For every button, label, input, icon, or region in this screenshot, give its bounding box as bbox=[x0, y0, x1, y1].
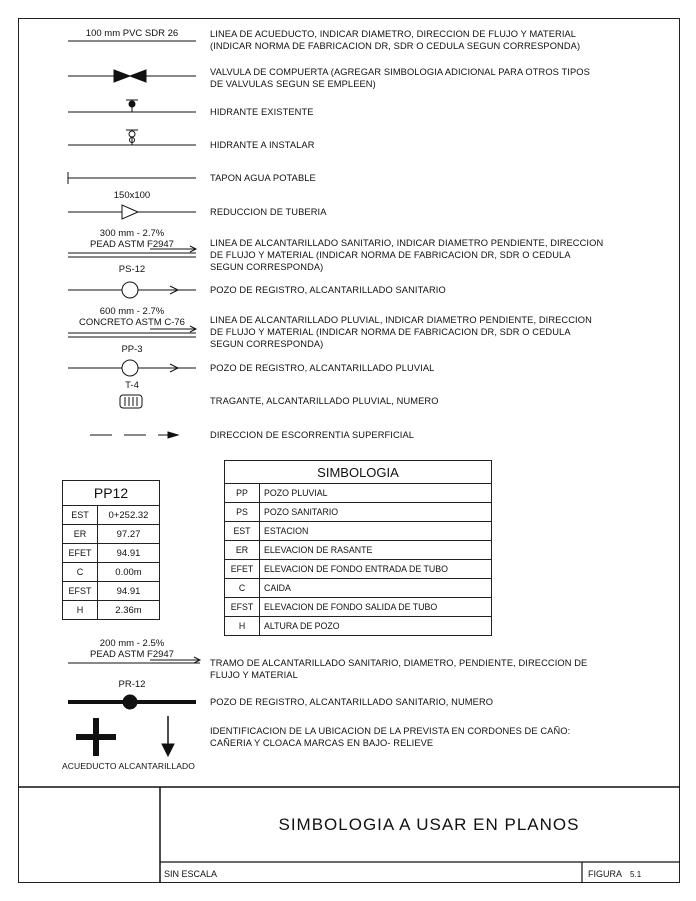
legend-desc-existing-hydrant: HIDRANTE EXISTENTE bbox=[210, 107, 314, 117]
storm-inlet-icon bbox=[120, 395, 142, 408]
legend-desc-cap: TAPON AGUA POTABLE bbox=[210, 173, 316, 183]
tramo-label: 200 mm - 2.5% PEAD ASTM F2947 bbox=[90, 638, 174, 660]
sanitary-manhole-label: PS-12 bbox=[118, 264, 146, 275]
legend-desc-storm-manhole: POZO DE REGISTRO, ALCANTARILLADO PLUVIAL bbox=[210, 363, 435, 373]
abbreviations-title: SIMBOLOGIA bbox=[225, 461, 492, 484]
storm-inlet-label: T-4 bbox=[125, 380, 139, 391]
table-row: H 2.36m bbox=[63, 601, 160, 620]
legend-desc-water-line: LINEA DE ACUEDUCTO, INDICAR DIAMETRO, DIRECCION DE FLUJO Y MATERIAL (INDICAR NORMA DE FABRICACION DR, SDR O CEDULA SEGUN CORRESPONDA) bbox=[210, 29, 581, 51]
legend-desc-storm-inlet: TRAGANTE, ALCANTARILLADO PLUVIAL, NUMERO bbox=[210, 396, 439, 406]
table-row: C 0.00m bbox=[63, 563, 160, 582]
scale-label: SIN ESCALA bbox=[164, 869, 218, 879]
storm-line-label: 600 mm - 2.7% CONCRETO ASTM C-76 bbox=[79, 306, 185, 328]
table-row: EFST 94.91 bbox=[63, 582, 160, 601]
table-row: EST 0+252.32 bbox=[63, 506, 160, 525]
table-row: PP POZO PLUVIAL bbox=[225, 484, 492, 503]
table-row: EST ESTACION bbox=[225, 522, 492, 541]
pr-desc: POZO DE REGISTRO, ALCANTARILLADO SANITARIO, NUMERO bbox=[210, 697, 494, 707]
sanitary-manhole-icon bbox=[122, 282, 138, 298]
reducer-icon bbox=[122, 205, 138, 219]
figure-label: FIGURA 5.1 bbox=[588, 869, 642, 879]
table-row: ER 97.27 bbox=[63, 525, 160, 544]
table-row: ER ELEVACION DE RASANTE bbox=[225, 541, 492, 560]
table-row: EFST ELEVACION DE FONDO SALIDA DE TUBO bbox=[225, 598, 492, 617]
storm-manhole-icon bbox=[122, 360, 138, 376]
legend-desc-gate-valve: VALVULA DE COMPUERTA (AGREGAR SIMBOLOGIA ADICIONAL PARA OTROS TIPOS DE VALVULAS SEGUN SE EMPLEEN) bbox=[210, 67, 590, 89]
legend-desc-runoff: DIRECCION DE ESCORRENTIA SUPERFICIAL bbox=[210, 430, 415, 440]
manhole-table-title: PP12 bbox=[63, 481, 160, 506]
legend-desc-reducer: REDUCCION DE TUBERIA bbox=[210, 207, 327, 217]
legend-desc-sanitary-manhole: POZO DE REGISTRO, ALCANTARILLADO SANITARIO bbox=[210, 285, 446, 295]
prevista-desc: IDENTIFICACION DE LA UBICACION DE LA PREVISTA EN CORDONES DE CAÑO: CAÑERIA Y CLOACA MARCAS EN BAJO- RELIEVE bbox=[210, 726, 571, 748]
water-line-label: 100 mm PVC SDR 26 bbox=[85, 28, 179, 39]
tramo-desc: TRAMO DE ALCANTARILLADO SANITARIO, DIAMETRO, PENDIENTE, DIRECCION DE FLUJO Y MATERIAL bbox=[210, 658, 588, 680]
table-row: EFET 94.91 bbox=[63, 544, 160, 563]
title-block bbox=[18, 787, 680, 883]
storm-manhole-label: PP-3 bbox=[121, 344, 143, 355]
abbreviations-table bbox=[224, 460, 492, 636]
table-row: EFET ELEVACION DE FONDO ENTRADA DE TUBO bbox=[225, 560, 492, 579]
table-row: C CAIDA bbox=[225, 579, 492, 598]
pr-label: PR-12 bbox=[118, 679, 146, 690]
prevista-label: ACUEDUCTO ALCANTARILLADO bbox=[62, 761, 195, 771]
legend-desc-storm-line: LINEA DE ALCANTARILLADO PLUVIAL, INDICAR DIAMETRO PENDIENTE, DIRECCION DE FLUJO Y MATERIAL (INDICAR NORMA DE FABRICACION DR, SDR O CEDULA SEGUN CORRESPONDA) bbox=[210, 315, 592, 349]
legend-desc-new-hydrant: HIDRANTE A INSTALAR bbox=[210, 140, 315, 150]
legend-desc-sanitary-line: LINEA DE ALCANTARILLADO SANITARIO, INDICAR DIAMETRO PENDIENTE, DIRECCION DE FLUJO Y MATERIAL (INDICAR NORMA DE FABRICACION DR, SDR O CEDULA SEGUN CORRESPONDA) bbox=[210, 238, 604, 272]
reducer-label: 150x100 bbox=[113, 190, 151, 201]
existing-hydrant-icon bbox=[129, 101, 135, 107]
page-title: SIMBOLOGIA A USAR EN PLANOS bbox=[278, 814, 580, 834]
table-row: H ALTURA DE POZO bbox=[225, 617, 492, 636]
manhole-data-table bbox=[62, 480, 160, 620]
gate-valve-icon bbox=[114, 70, 130, 82]
sanitary-line-label: 300 mm - 2.7% PEAD ASTM F2947 bbox=[90, 228, 174, 250]
table-row: PS POZO SANITARIO bbox=[225, 503, 492, 522]
new-hydrant-icon bbox=[129, 131, 135, 137]
